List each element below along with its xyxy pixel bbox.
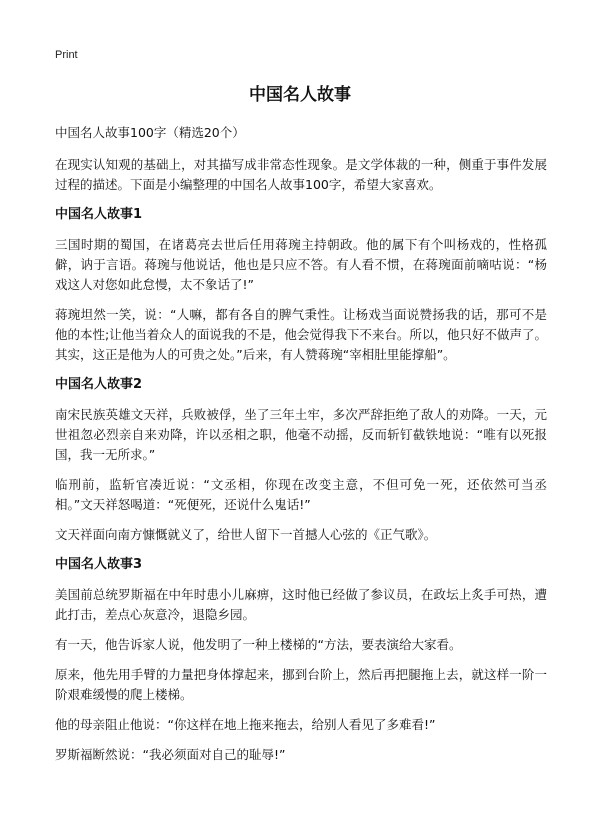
section-1-paragraph-1: 三国时期的蜀国，在诸葛亮去世后任用蒋琬主持朝政。他的属下有个叫杨戏的，性格孤僻，讷于言语。蒋琬与他说话，他也是只应不答。有人看不惯，在蒋琬面前嘀咕说：“杨戏这人对您如此怠慢，太不象话了!” bbox=[55, 237, 547, 292]
page-title: 中国名人故事 bbox=[249, 85, 351, 105]
section-1-paragraph-2: 蒋琬坦然一笑，说：“人嘛，都有各自的脾气秉性。让杨戏当面说赞扬我的话，那可不是他的本性;让他当着众人的面说我的不是，他会觉得我下不来台。所以，他只好不做声了。其实，这正是他为人的可贵之处。”后来，有人赞蒋琬“宰相肚里能撑船”。 bbox=[55, 307, 547, 362]
section-2-paragraph-1: 南宋民族英雄文天祥，兵败被俘，坐了三年土牢，多次严辞拒绝了敌人的劝降。一天，元世祖忽必烈亲自来劝降，许以丞相之职，他毫不动摇，反而斩钉截铁地说：“唯有以死报国，我一无所求。” bbox=[55, 407, 547, 462]
section-3-paragraph-3: 原来，他先用手臂的力量把身体撑起来，挪到台阶上，然后再把腿拖上去，就这样一阶一阶艰难缓慢的爬上楼梯。 bbox=[55, 667, 547, 702]
section-heading-2: 中国名人故事2 bbox=[55, 377, 143, 392]
print-link[interactable]: Print bbox=[55, 49, 78, 61]
section-2-paragraph-2: 临刑前，监斩官凑近说：“文丞相，你现在改变主意，不但可免一死，还依然可当丞相。”文天祥怒喝道：“死便死，还说什么鬼话!” bbox=[55, 477, 547, 512]
section-heading-1: 中国名人故事1 bbox=[55, 207, 143, 222]
article-body bbox=[55, 123, 547, 775]
section-3-paragraph-5: 罗斯福断然说：“我必须面对自己的耻辱!” bbox=[55, 747, 286, 762]
section-heading-3: 中国名人故事3 bbox=[55, 557, 143, 572]
intro-paragraph: 在现实认知观的基础上，对其描写成非常态性现象。是文学体裁的一种，侧重于事件发展过程的描述。下面是小编整理的中国名人故事100字，希望大家喜欢。 bbox=[55, 157, 547, 192]
article-subtitle: 中国名人故事100字（精选20个） bbox=[55, 125, 245, 140]
section-3-paragraph-2: 有一天，他告诉家人说，他发明了一种上楼梯的“方法，要表演给大家看。 bbox=[55, 637, 462, 652]
section-3-paragraph-1: 美国前总统罗斯福在中年时患小儿麻痹，这时他已经做了参议员，在政坛上炙手可热，遭此打击，差点心灰意冷，退隐乡园。 bbox=[55, 587, 547, 622]
section-2-paragraph-3: 文天祥面向南方慷慨就义了，给世人留下一首撼人心弦的《正气歌》。 bbox=[55, 527, 437, 542]
section-3-paragraph-4: 他的母亲阻止他说：“你这样在地上拖来拖去，给别人看见了多难看!” bbox=[55, 717, 436, 732]
